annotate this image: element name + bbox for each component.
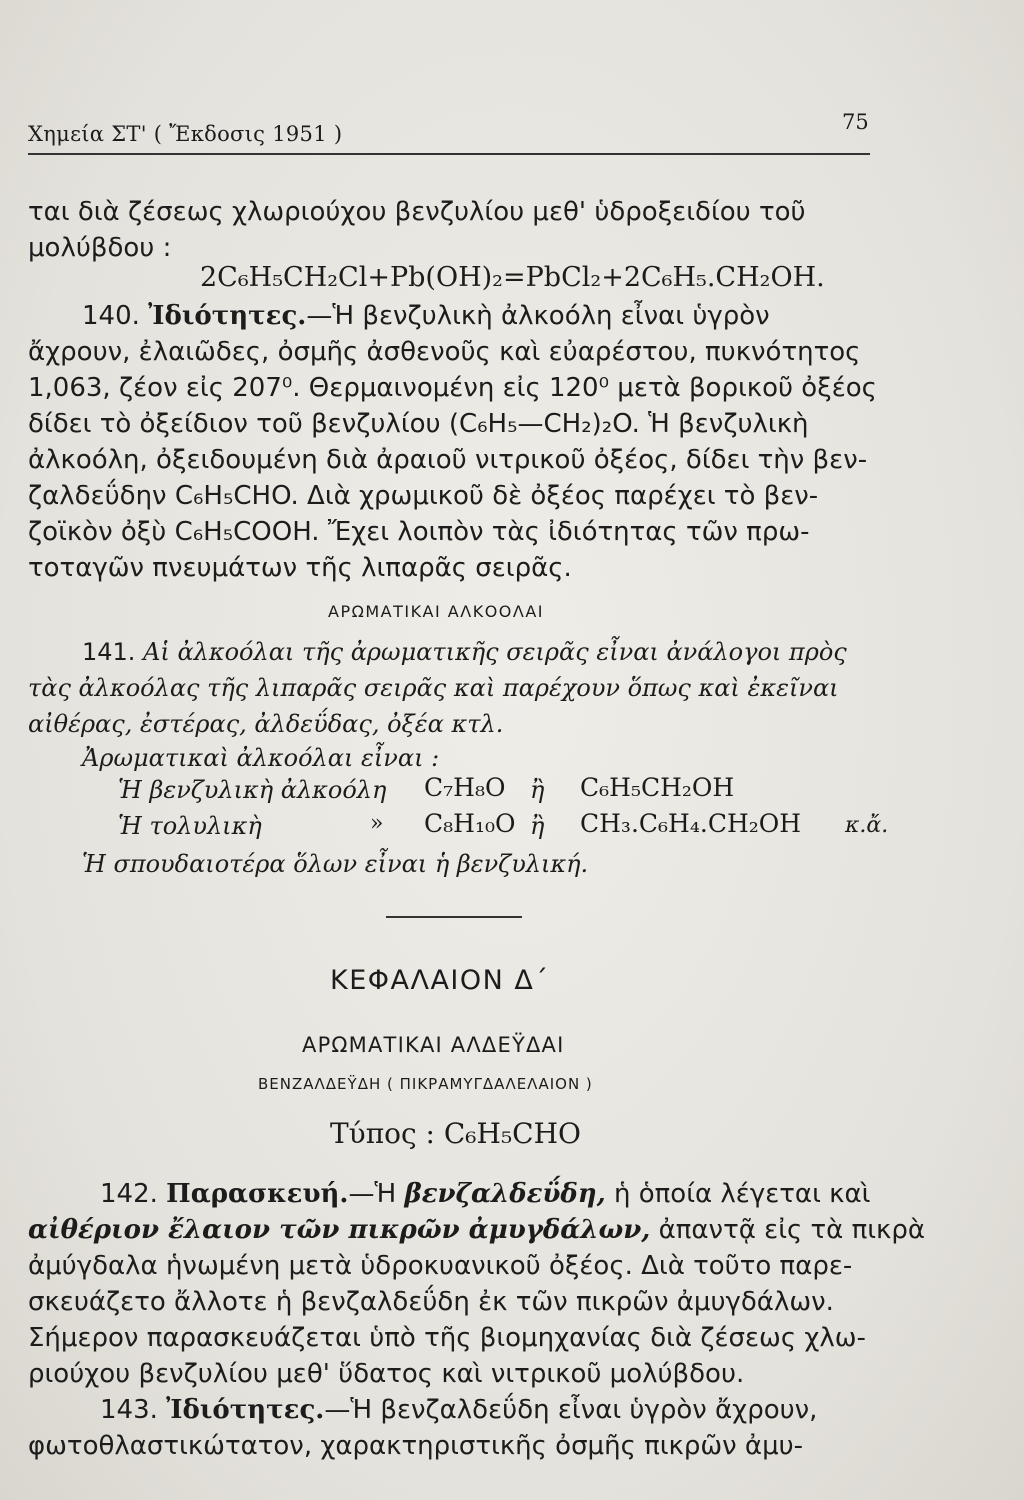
text-line: ἄχρουν, ἐλαιῶδες, ὀσμῆς ἀσθενοῦς καὶ εὐαρέστου, πυκνότητος — [28, 337, 861, 367]
running-header: Χημεία ΣΤ' ( Ἔκδοσις 1951 ) — [28, 122, 343, 146]
paragraph-number: 140. — [82, 301, 140, 331]
term-emphasis: βενζαλδεΰδη, — [404, 1179, 606, 1209]
or-word: ἢ — [530, 776, 545, 804]
section-title: ΑΡΩΜΑΤΙΚΑΙ ΑΛΔΕΫΔΑΙ — [302, 1033, 565, 1057]
term-emphasis: αἰθέριον ἔλαιον τῶν πικρῶν ἀμυγδάλων, — [28, 1215, 651, 1245]
paragraph-heading: Ἰδιότητες. — [166, 1395, 325, 1425]
text-line: ἀμύγδαλα ἡνωμένη μετὰ ὑδροκυανικοῦ ὀξέος. Διὰ τοῦτο παρε- — [28, 1251, 853, 1281]
ditto-mark: » — [370, 811, 384, 836]
text-line: 1,063, ζέον εἰς 207⁰. Θερμαινομένη εἰς 120⁰ μετὰ βορικοῦ ὀξέος — [28, 373, 877, 403]
text-span: Αἱ ἀλκοόλαι τῆς ἀρωματικῆς σειρᾶς εἶναι ἀνάλογοι πρὸς — [143, 638, 847, 666]
text-line: δίδει τὸ ὀξείδιον τοῦ βενζυλίου (C₆H₅—CH₂)₂O. Ἡ βενζυλικὴ — [28, 409, 809, 439]
text-line: τοταγῶν πνευμάτων τῆς λιπαρᾶς σειρᾶς. — [28, 553, 572, 583]
text-line: τὰς ἀλκοόλας τῆς λιπαρᾶς σειρᾶς καὶ παρέχουν ὅπως καὶ ἐκεῖναι — [28, 674, 839, 702]
text-line — [28, 1214, 925, 1246]
text-line: αἰθέρας, ἐστέρας, ἀλδεΰδας, ὀξέα κτλ. — [28, 710, 504, 738]
formula-line: Τύπος : C₆H₅CHO — [330, 1117, 581, 1150]
chemical-equation: 2C₆H₅CH₂Cl+Pb(OH)₂=PbCl₂+2C₆H₅.CH₂OH. — [200, 262, 825, 293]
text-line: ζοϊκὸν ὀξὺ C₆H₅COOH. Ἔχει λοιπὸν τὰς ἰδιότητας τῶν πρω- — [28, 517, 810, 547]
text-span: —Ἡ βενζαλδεΰδη εἶναι ὑγρὸν ἄχρουν, — [324, 1395, 818, 1425]
text-span: ἡ ὁποία λέγεται καὶ — [613, 1179, 871, 1209]
text-span: —Ἡ — [348, 1179, 397, 1209]
formula: C₇H₈O — [424, 773, 506, 802]
or-word: ἢ — [530, 812, 545, 840]
text-line: Ἀρωματικαὶ ἀλκοόλαι εἶναι : — [82, 744, 440, 772]
text-line: ζαλδεΰδην C₆H₅CHO. Διὰ χρωμικοῦ δὲ ὀξέος παρέχει τὸ βεν- — [28, 481, 819, 511]
formula: C₆H₅CH₂OH — [580, 773, 735, 802]
text-line: Ἡ σπουδαιοτέρα ὅλων εἶναι ἡ βενζυλική. — [82, 850, 589, 878]
alcohol-name: Ἡ τολυλικὴ — [118, 812, 262, 840]
paragraph-141-lead — [82, 636, 847, 668]
paragraph-number: 143. — [100, 1395, 158, 1425]
formula: CH₃.C₆H₄.CH₂OH — [580, 809, 802, 838]
text-line: σκευάζετο ἄλλοτε ἡ βενζαλδεΰδη ἐκ τῶν πικρῶν ἀμυγδάλων. — [28, 1287, 834, 1317]
etc-abbrev: κ.ἄ. — [845, 813, 889, 838]
subsection-title: ΒΕΝΖΑΛΔΕΫΔΗ ( ΠΙΚΡΑΜΥΓΔΑΛΕΛΑΙΟΝ ) — [258, 1075, 593, 1093]
page-number: 75 — [842, 110, 869, 134]
text-line: φωτοθλαστικώτατον, χαρακτηριστικῆς ὀσμῆς πικρῶν ἀμυ- — [28, 1431, 804, 1461]
paragraph-142-lead — [100, 1178, 870, 1210]
paragraph-number: 141. — [82, 638, 136, 666]
paragraph-heading: Ἰδιότητες. — [148, 301, 307, 331]
header-rule — [28, 153, 870, 155]
text-line: μολύβδου : — [28, 233, 172, 263]
text-line: ἀλκοόλη, ὀξειδουμένη διὰ ἀραιοῦ νιτρικοῦ ὀξέος, δίδει τὴν βεν- — [28, 445, 868, 475]
text-span: ἀπαντᾷ εἰς τὰ πικρὰ — [658, 1215, 925, 1245]
paragraph-140-lead — [82, 300, 770, 332]
text-line: ριούχου βενζυλίου μεθ' ὕδατος καὶ νιτρικοῦ μολύβδου. — [28, 1359, 745, 1389]
section-heading: ΑΡΩΜΑΤΙΚΑΙ ΑΛΚΟΟΛΑΙ — [328, 602, 544, 621]
chapter-title: ΚΕΦΑΛΑΙΟΝ Δ΄ — [330, 965, 550, 996]
text-span: —Ἡ βενζυλικὴ ἀλκοόλη εἶναι ὑγρὸν — [306, 301, 770, 331]
text-line: Σήμερον παρασκευάζεται ὑπὸ τῆς βιομηχανίας διὰ ζέσεως χλω- — [28, 1323, 866, 1353]
formula: C₈H₁₀O — [424, 809, 516, 838]
text-line: ται διὰ ζέσεως χλωριούχου βενζυλίου μεθ' ὑδροξειδίου τοῦ — [28, 197, 806, 227]
section-divider — [386, 916, 522, 918]
paragraph-number: 142. — [100, 1179, 158, 1209]
paragraph-143-lead — [100, 1394, 817, 1426]
paragraph-heading: Παρασκευή. — [166, 1179, 349, 1209]
alcohol-name: Ἡ βενζυλικὴ ἀλκοόλη — [118, 776, 387, 804]
